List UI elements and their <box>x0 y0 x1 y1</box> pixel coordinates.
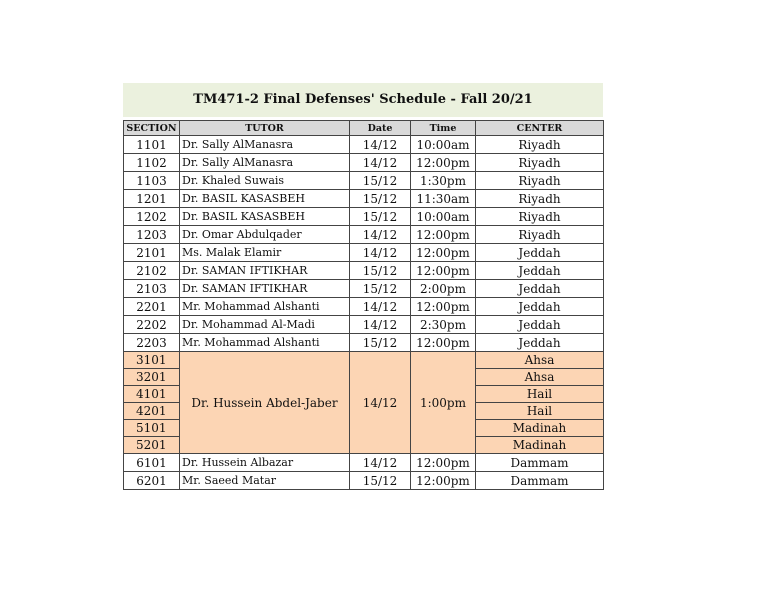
center-cell: Dammam <box>476 454 604 472</box>
tutor-cell: Dr. Mohammad Al-Madi <box>180 316 350 334</box>
section-cell: 2201 <box>124 298 180 316</box>
table-row <box>124 262 604 280</box>
section-cell: 4101 <box>124 386 180 403</box>
tutor-cell: Mr. Mohammad Alshanti <box>180 298 350 316</box>
time-cell: 10:00am <box>411 208 476 226</box>
schedule-table <box>123 120 604 490</box>
table-row <box>124 244 604 262</box>
center-cell: Madinah <box>476 437 604 454</box>
table-row <box>124 352 604 369</box>
merged-time-cell: 1:00pm <box>411 352 476 454</box>
table-row <box>124 208 604 226</box>
table-row <box>124 454 604 472</box>
tutor-cell: Dr. BASIL KASASBEH <box>180 208 350 226</box>
tutor-cell: Dr. Khaled Suwais <box>180 172 350 190</box>
time-cell: 11:30am <box>411 190 476 208</box>
date-cell: 15/12 <box>350 472 411 490</box>
section-cell: 2103 <box>124 280 180 298</box>
center-cell: Hail <box>476 403 604 420</box>
header-section: SECTION <box>124 121 180 136</box>
time-cell: 12:00pm <box>411 226 476 244</box>
center-cell: Jeddah <box>476 244 604 262</box>
schedule-body <box>124 136 604 490</box>
table-row <box>124 280 604 298</box>
section-cell: 4201 <box>124 403 180 420</box>
section-cell: 1203 <box>124 226 180 244</box>
center-cell: Jeddah <box>476 298 604 316</box>
tutor-cell: Dr. Hussein Albazar <box>180 454 350 472</box>
time-cell: 12:00pm <box>411 154 476 172</box>
date-cell: 15/12 <box>350 262 411 280</box>
center-cell: Ahsa <box>476 369 604 386</box>
table-row <box>124 226 604 244</box>
table-row <box>124 316 604 334</box>
time-cell: 12:00pm <box>411 454 476 472</box>
tutor-cell: Dr. BASIL KASASBEH <box>180 190 350 208</box>
date-cell: 15/12 <box>350 190 411 208</box>
merged-tutor-cell: Dr. Hussein Abdel-Jaber <box>180 352 350 454</box>
center-cell: Riyadh <box>476 136 604 154</box>
header-date: Date <box>350 121 411 136</box>
section-cell: 3201 <box>124 369 180 386</box>
header-row <box>124 121 604 136</box>
date-cell: 14/12 <box>350 226 411 244</box>
table-row <box>124 154 604 172</box>
date-cell: 15/12 <box>350 172 411 190</box>
time-cell: 2:30pm <box>411 316 476 334</box>
date-cell: 14/12 <box>350 244 411 262</box>
header-tutor: TUTOR <box>180 121 350 136</box>
date-cell: 14/12 <box>350 454 411 472</box>
date-cell: 14/12 <box>350 154 411 172</box>
table-row <box>124 190 604 208</box>
date-cell: 14/12 <box>350 136 411 154</box>
time-cell: 12:00pm <box>411 298 476 316</box>
time-cell: 10:00am <box>411 136 476 154</box>
center-cell: Madinah <box>476 420 604 437</box>
center-cell: Jeddah <box>476 262 604 280</box>
date-cell: 14/12 <box>350 316 411 334</box>
tutor-cell: Dr. SAMAN IFTIKHAR <box>180 262 350 280</box>
date-cell: 15/12 <box>350 334 411 352</box>
tutor-cell: Mr. Mohammad Alshanti <box>180 334 350 352</box>
section-cell: 1201 <box>124 190 180 208</box>
center-cell: Hail <box>476 386 604 403</box>
center-cell: Riyadh <box>476 226 604 244</box>
time-cell: 12:00pm <box>411 244 476 262</box>
section-cell: 6201 <box>124 472 180 490</box>
time-cell: 1:30pm <box>411 172 476 190</box>
table-row <box>124 334 604 352</box>
section-cell: 2102 <box>124 262 180 280</box>
tutor-cell: Dr. Sally AlManasra <box>180 136 350 154</box>
center-cell: Jeddah <box>476 316 604 334</box>
time-cell: 12:00pm <box>411 472 476 490</box>
center-cell: Dammam <box>476 472 604 490</box>
header-time: Time <box>411 121 476 136</box>
center-cell: Jeddah <box>476 280 604 298</box>
center-cell: Jeddah <box>476 334 604 352</box>
table-row <box>124 298 604 316</box>
section-cell: 1202 <box>124 208 180 226</box>
table-row <box>124 136 604 154</box>
table-row <box>124 472 604 490</box>
section-cell: 1101 <box>124 136 180 154</box>
time-cell: 12:00pm <box>411 262 476 280</box>
section-cell: 5101 <box>124 420 180 437</box>
tutor-cell: Dr. Omar Abdulqader <box>180 226 350 244</box>
date-cell: 15/12 <box>350 280 411 298</box>
date-cell: 15/12 <box>350 208 411 226</box>
section-cell: 2101 <box>124 244 180 262</box>
tutor-cell: Ms. Malak Elamir <box>180 244 350 262</box>
schedule-sheet <box>123 83 603 490</box>
center-cell: Riyadh <box>476 208 604 226</box>
center-cell: Riyadh <box>476 172 604 190</box>
section-cell: 6101 <box>124 454 180 472</box>
section-cell: 1103 <box>124 172 180 190</box>
section-cell: 2203 <box>124 334 180 352</box>
tutor-cell: Mr. Saeed Matar <box>180 472 350 490</box>
schedule-title: TM471-2 Final Defenses' Schedule - Fall 20/21 <box>123 83 603 117</box>
time-cell: 12:00pm <box>411 334 476 352</box>
section-cell: 2202 <box>124 316 180 334</box>
center-cell: Ahsa <box>476 352 604 369</box>
time-cell: 2:00pm <box>411 280 476 298</box>
header-center: CENTER <box>476 121 604 136</box>
section-cell: 5201 <box>124 437 180 454</box>
table-row <box>124 172 604 190</box>
center-cell: Riyadh <box>476 190 604 208</box>
section-cell: 3101 <box>124 352 180 369</box>
tutor-cell: Dr. SAMAN IFTIKHAR <box>180 280 350 298</box>
center-cell: Riyadh <box>476 154 604 172</box>
merged-date-cell: 14/12 <box>350 352 411 454</box>
tutor-cell: Dr. Sally AlManasra <box>180 154 350 172</box>
date-cell: 14/12 <box>350 298 411 316</box>
section-cell: 1102 <box>124 154 180 172</box>
